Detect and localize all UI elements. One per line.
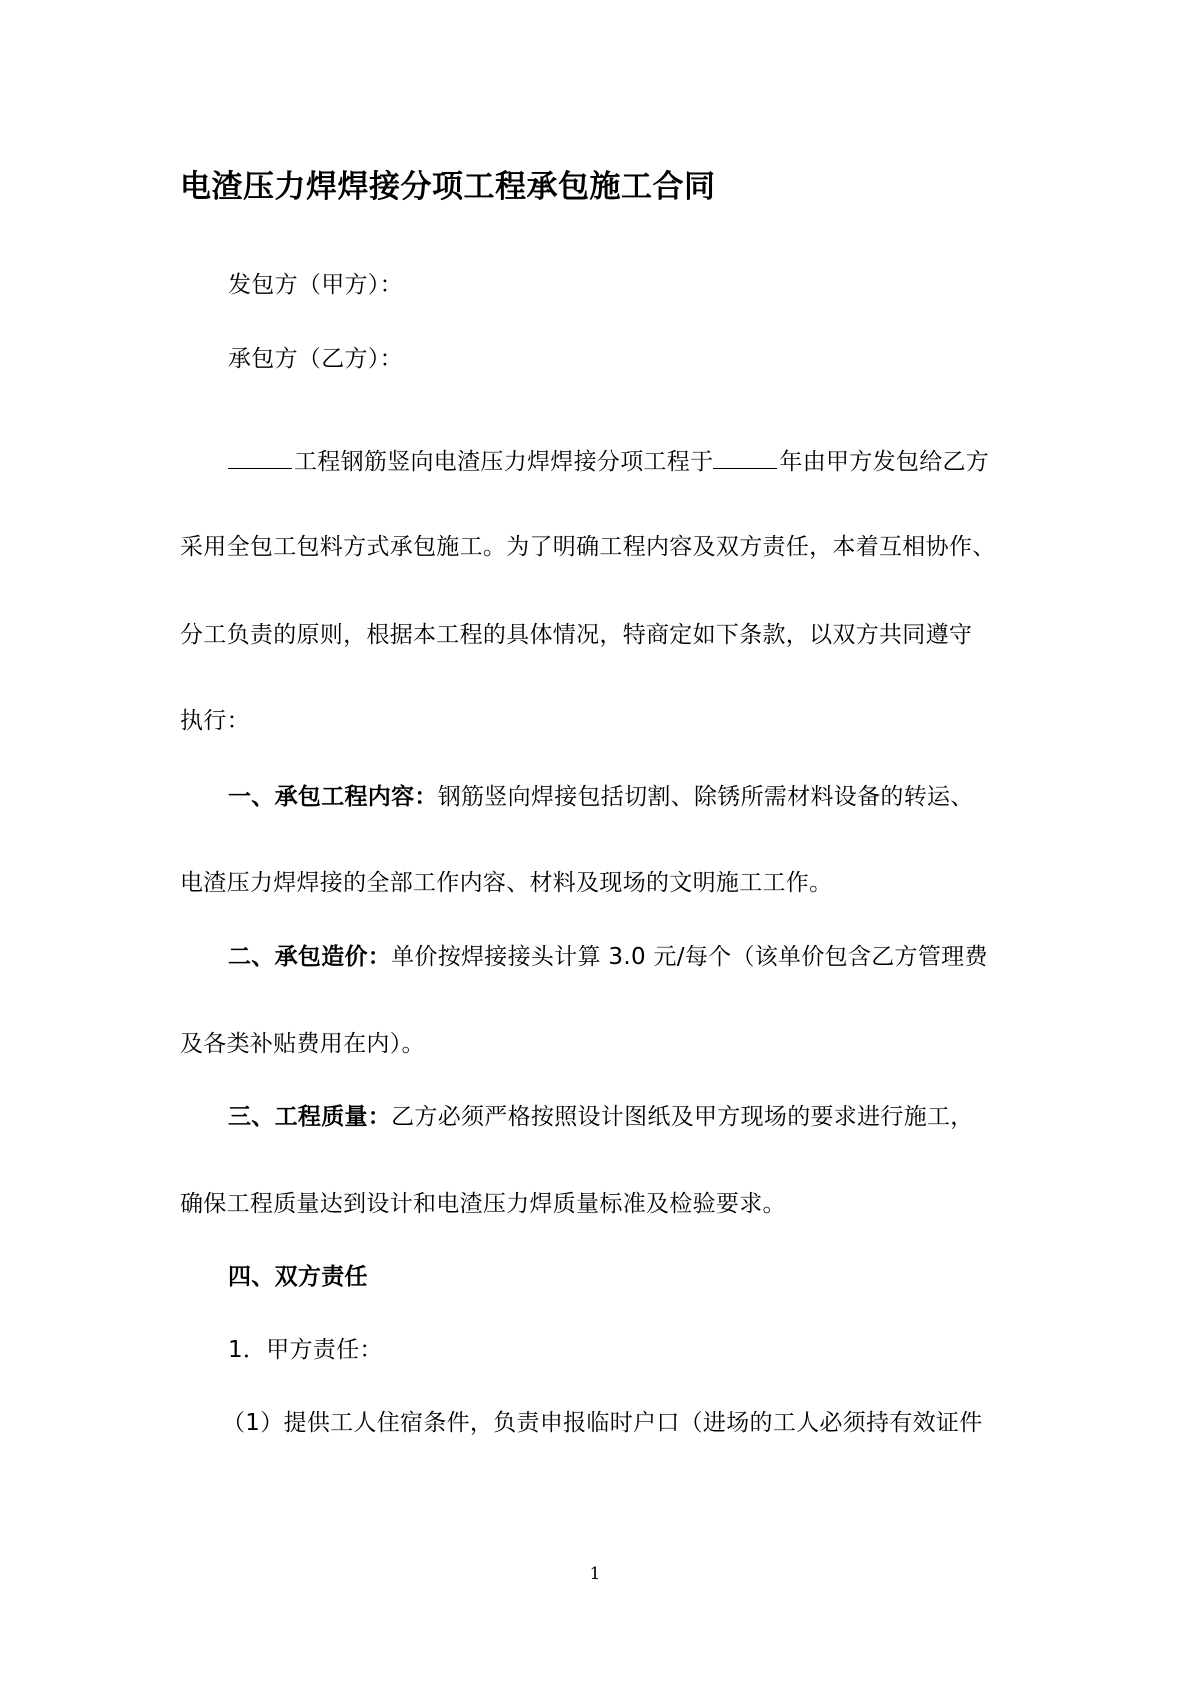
section-4-item-1: （1）提供工人住宿条件，负责申报临时户口（进场的工人必须持有效证件 (222, 1410, 983, 1436)
section-3-line-1 (228, 1102, 974, 1132)
intro-line-1-part-1: 工程钢筋竖向电渣压力焊焊接分项工程于 (294, 449, 714, 475)
section-1-heading: 一、承包工程内容： (228, 784, 438, 810)
intro-line-4: 执行： (180, 708, 250, 734)
party-b-label: 承包方（乙方）： (228, 346, 403, 372)
intro-line-1-part-2: 年由甲方发包给乙方 (779, 449, 990, 475)
party-a-label: 发包方（甲方）： (228, 272, 403, 298)
intro-line-2: 采用全包工包料方式承包施工。为了明确工程内容及双方责任，本着互相协作、 (180, 534, 996, 560)
section-2-line-1 (228, 942, 988, 972)
section-1-text-1: 钢筋竖向焊接包括切割、除锈所需材料设备的转运、 (437, 784, 974, 810)
page-number: 1 (589, 1564, 601, 1584)
section-3-text-1: 乙方必须严格按照设计图纸及甲方现场的要求进行施工， (391, 1104, 974, 1130)
section-1-line-1 (228, 782, 974, 812)
section-2-text-1: 单价按焊接接头计算 3.0 元/每个（该单价包含乙方管理费 (391, 944, 988, 970)
section-4-sub-1: 1．甲方责任： (228, 1337, 383, 1363)
blank-project-name (228, 446, 292, 469)
intro-line-1 (228, 446, 989, 477)
intro-line-3: 分工负责的原则，根据本工程的具体情况，特商定如下条款，以双方共同遵守 (180, 622, 973, 648)
blank-year (713, 446, 777, 469)
section-1-line-2: 电渣压力焊焊接的全部工作内容、材料及现场的文明施工工作。 (180, 870, 833, 896)
section-2-line-2: 及各类补贴费用在内）。 (180, 1031, 425, 1057)
section-3-line-2: 确保工程质量达到设计和电渣压力焊质量标准及检验要求。 (180, 1191, 786, 1217)
section-4-heading: 四、双方责任 (228, 1264, 368, 1290)
document-title: 电渣压力焊焊接分项工程承包施工合同 (180, 169, 716, 205)
section-3-heading: 三、工程质量： (228, 1104, 392, 1130)
section-2-heading: 二、承包造价： (228, 944, 392, 970)
